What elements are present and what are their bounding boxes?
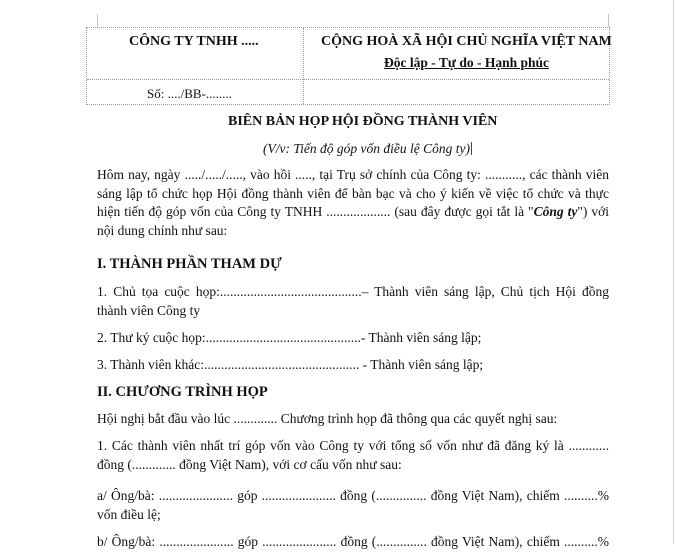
- national-motto: Độc lập - Tự do - Hạnh phúc: [384, 55, 550, 70]
- company-alias: Công ty: [533, 204, 578, 219]
- crop-mark-top-left-v: [97, 14, 98, 27]
- intro-line-4: nội dung chính như sau:: [97, 222, 228, 238]
- contribution-b: b/ Ông/bà: ...................... góp ...................... đồng (............... đồng Việt Nam), chiếm ..........%: [97, 534, 609, 549]
- participant-other: 3. Thành viên khác:.............................................. - Thành viên sáng lập;: [97, 357, 484, 372]
- section-1-heading: I. THÀNH PHẦN THAM DỰ: [97, 256, 282, 272]
- company-name: CÔNG TY TNHH .....: [129, 34, 259, 49]
- intro-line-1: Hôm nay, ngày ...../...../....., vào hồi ....., tại Trụ sở chính của Công ty: ..........., các thành viên: [97, 167, 609, 182]
- intro-line-3: hiện tiến độ góp vốn của Công ty TNHH ................... (sau đây được gọi tắt là "Công ty") với: [97, 204, 609, 219]
- document-subtitle: (V/v: Tiến độ góp vốn điều lệ Công ty): [263, 141, 470, 156]
- text-cursor: [471, 142, 472, 155]
- country-name: CỘNG HOÀ XÃ HỘI CHỦ NGHĨA VIỆT NAM: [321, 34, 612, 49]
- intro-line-2: sáng lập tổ chức họp Hội đồng thành viên để bàn bạc và cho ý kiến về việc tổ chức và thực: [97, 185, 609, 201]
- resolution-1: 1. Các thành viên nhất trí góp vốn vào Công ty với tổng số vốn như đã đăng ký là ............ đồng (............. đồng Việt Nam), với cơ cấu vốn như sau:: [97, 438, 609, 472]
- section-2-heading: II. CHƯƠNG TRÌNH HỌP: [97, 384, 268, 400]
- crop-mark-top-right-v: [608, 14, 609, 27]
- intro-paragraph: [97, 166, 609, 240]
- meeting-opening: Hội nghị bắt đầu vào lúc ............. Chương trình họp đã thông qua các quyết nghị sau:: [97, 411, 558, 426]
- document-title: BIÊN BẢN HỌP HỘI ĐỒNG THÀNH VIÊN: [228, 114, 498, 129]
- participant-secretary: 2. Thư ký cuộc họp:..............................................- Thành viên sáng lập;: [97, 330, 482, 345]
- document-number: Số: ..../BB-........: [147, 86, 232, 101]
- page-edge: [673, 0, 674, 544]
- contribution-a: a/ Ông/bà: ...................... góp ...................... đồng (............... đồng Việt Nam), chiếm ..........% vốn điều lệ;: [97, 488, 609, 522]
- participant-chair: 1. Chủ tọa cuộc họp:..........................................– Thành viên sáng lập, Chủ tịch Hội đồng thành viên Công ty: [97, 284, 609, 318]
